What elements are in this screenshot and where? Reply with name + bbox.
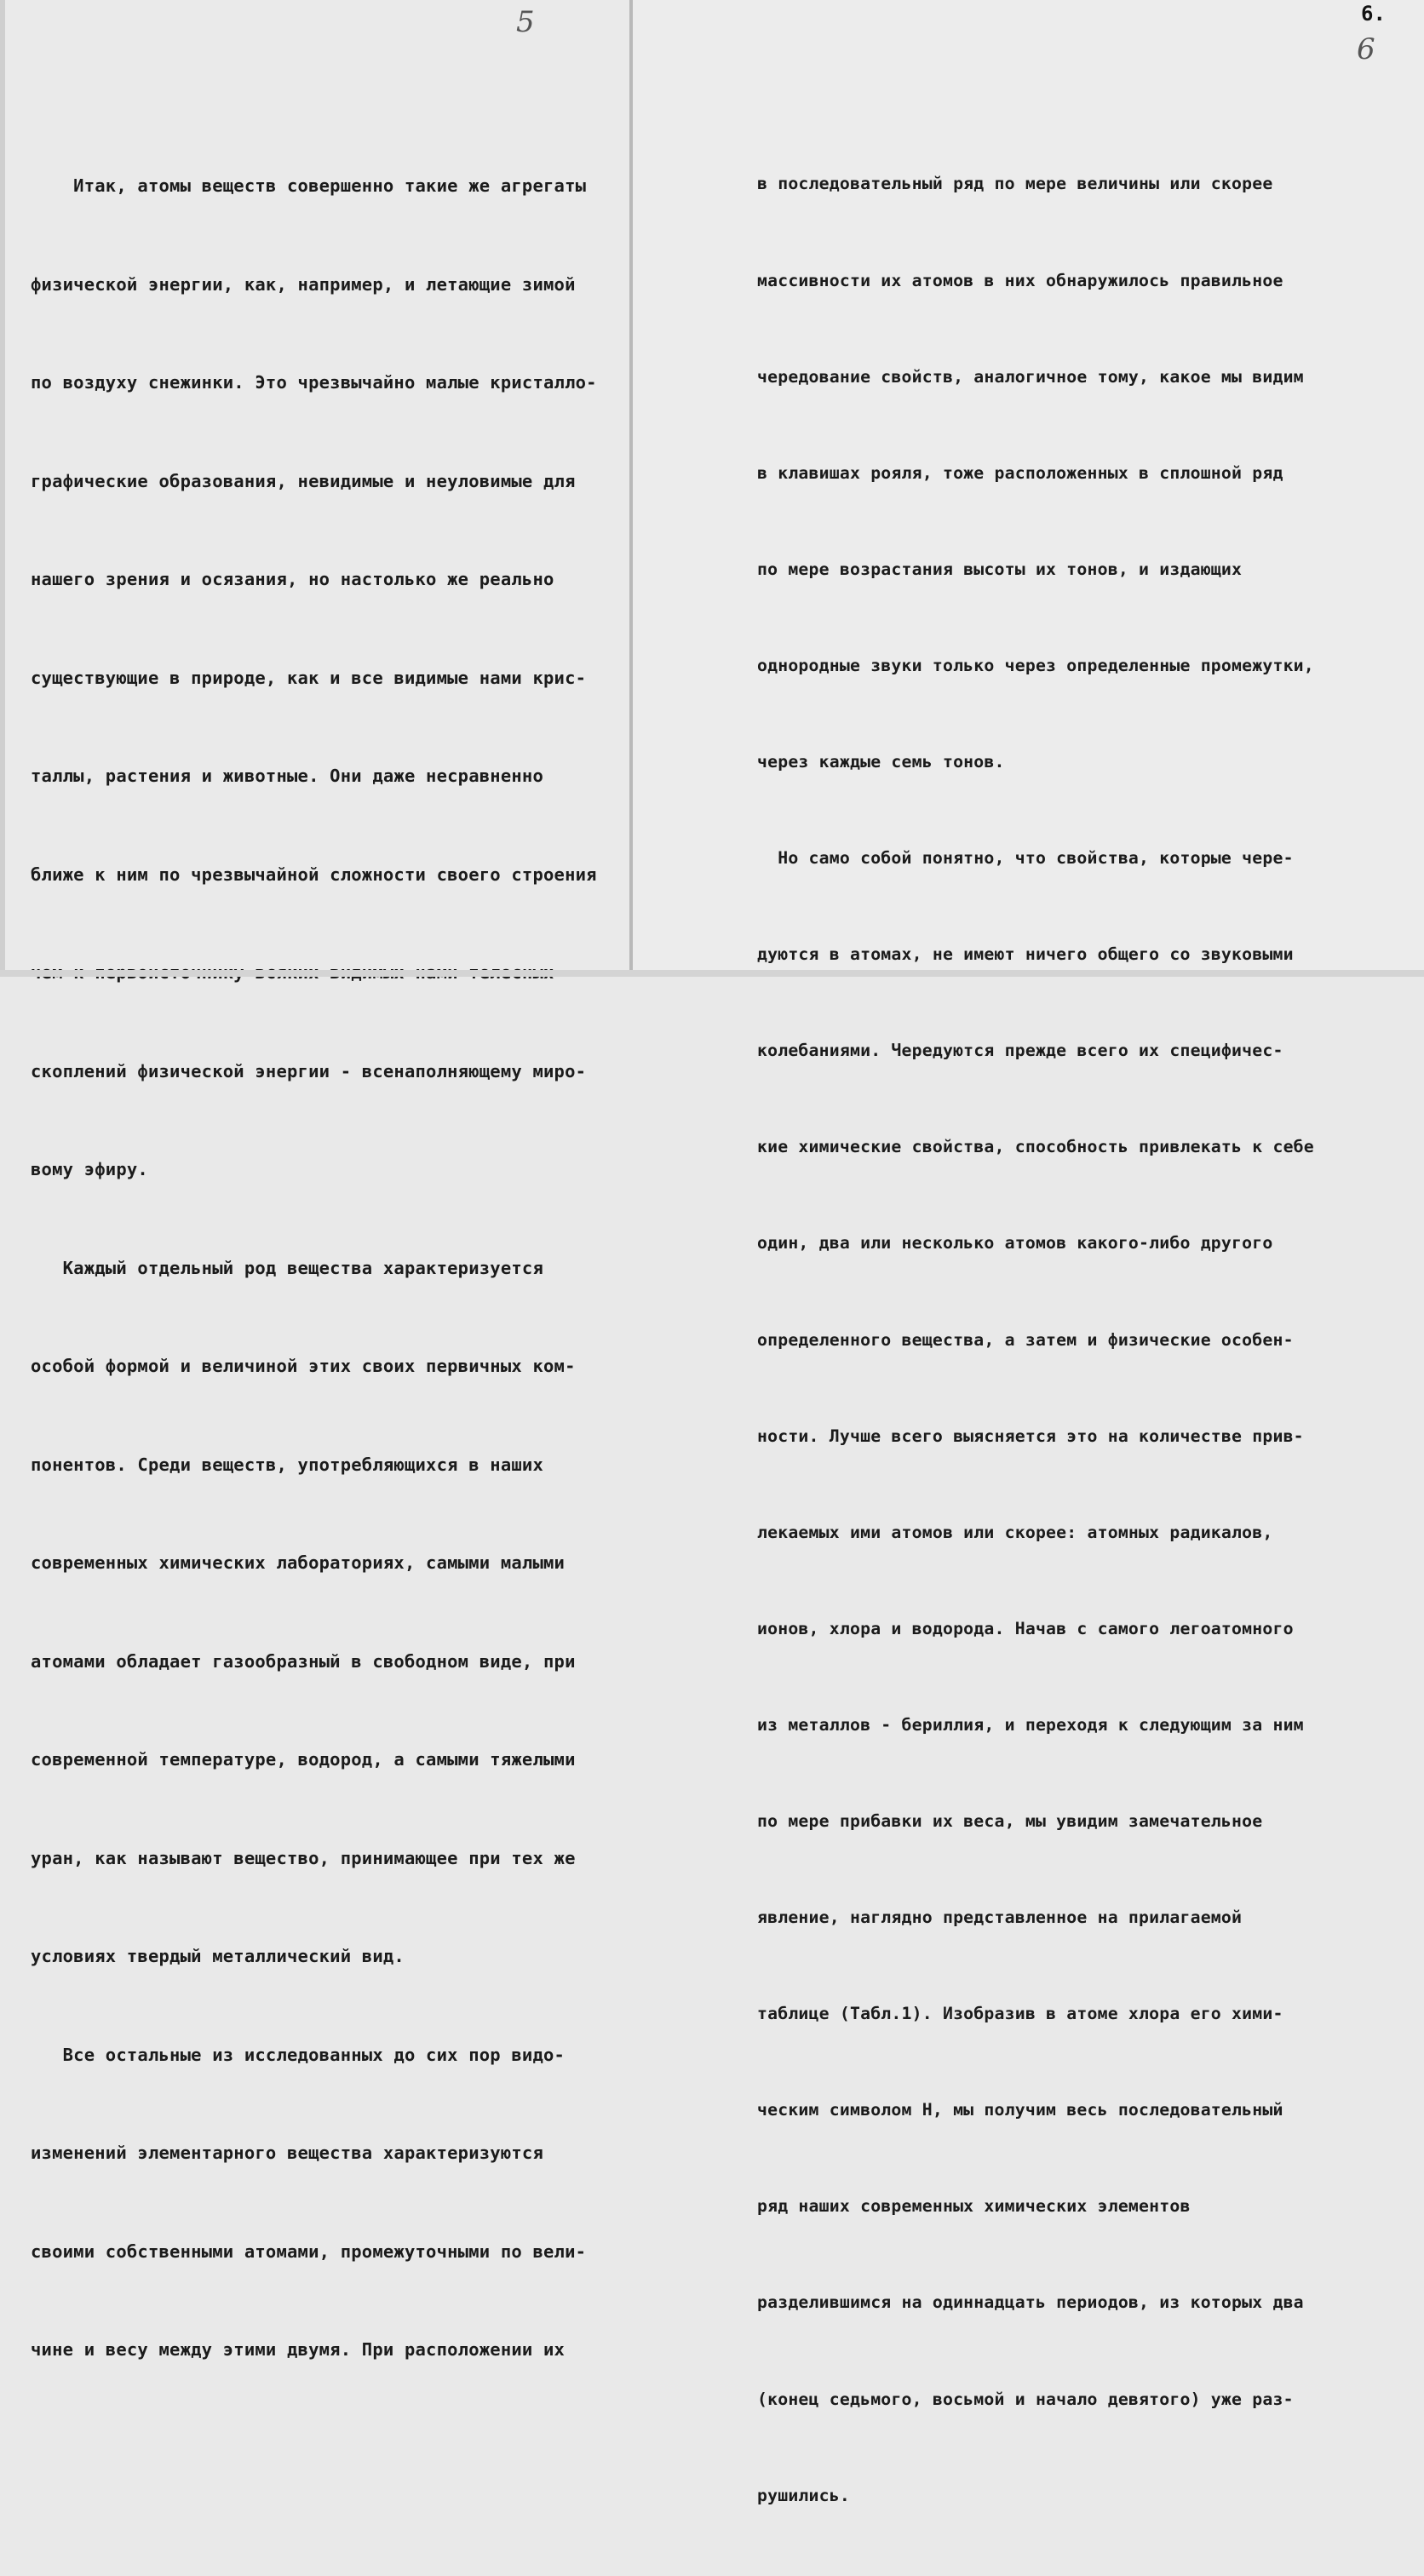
text-line: нашего зрения и осязания, но настолько же реально	[31, 569, 554, 589]
text-line: физической энергии, как, например, и летающие зимой	[31, 273, 576, 295]
text-line: современной температуре, водород, а самыми тяжелыми	[31, 1749, 576, 1770]
text-line: дуются в атомах, не имеют ничего общего со звуковыми	[757, 944, 1294, 965]
text-line: лекаемых ими атомов или скорее: атомных радикалов,	[757, 1522, 1273, 1542]
text-line: Итак, атомы веществ совершенно такие же агрегаты	[31, 175, 587, 196]
text-line: по мере прибавки их веса, мы увидим замечательное	[757, 1811, 1263, 1831]
text-line: своими собственными атомами, промежуточными по вели-	[31, 2240, 587, 2262]
text-line: по воздуху снежинки. Это чрезвычайно малые кристалло-	[31, 372, 597, 393]
text-line: колебаниями. Чередуются прежде всего их специфичес-	[757, 1041, 1283, 1061]
text-line: ближе к ним по чрезвычайной сложности своего строения	[31, 863, 597, 885]
text-line: чине и весу между этими двумя. При расположении их	[31, 2339, 566, 2360]
text-line: определенного вещества, а затем и физические особен-	[757, 1329, 1294, 1350]
text-line: (конец седьмого, восьмой и начало девятого) уже раз-	[757, 2389, 1294, 2409]
text-line: изменений элементарного вещества характеризуются	[31, 2143, 544, 2163]
text-line: рушились.	[757, 2485, 850, 2505]
text-line: ряд наших современных химических элементов	[757, 2196, 1191, 2217]
text-line: один, два или несколько атомов какого-либо другого	[757, 1233, 1273, 1254]
text-line: вому эфиру.	[31, 1159, 148, 1179]
text-line: из металлов - бериллия, и переходя к следующим за ним	[757, 1714, 1304, 1735]
left-page-text	[31, 104, 597, 2432]
text-line: условиях твердый металлический вид.	[31, 1946, 405, 1966]
text-line: таблице (Табл.1). Изобразив в атоме хлора его хими-	[757, 2004, 1283, 2024]
text-line: Каждый отдельный род вещества характеризуется	[31, 1257, 544, 1278]
right-typed-page-number: 6.	[1361, 2, 1386, 26]
page-edge-shadow	[0, 0, 5, 977]
text-line: Все остальные из исследованных до сих пор видо-	[31, 2044, 566, 2065]
text-line: Но само собой понятно, что свойства, которые чере-	[757, 848, 1294, 869]
text-line: таллы, растения и животные. Они даже несравненно	[31, 766, 544, 786]
text-line: существующие в природе, как и все видимые нами крис-	[31, 667, 587, 688]
page-bottom-edge	[0, 970, 1424, 977]
text-line: в последовательный ряд по мере величины или скорее	[757, 174, 1273, 194]
text-line: кие химические свойства, способность привлекать к себе	[757, 1137, 1314, 1157]
text-line: скоплений физической энергии - всенаполняющему миро-	[31, 1060, 587, 1081]
text-line: явление, наглядно представленное на прилагаемой	[757, 1908, 1243, 1928]
text-line: уран, как называют вещество, принимающее при тех же	[31, 1847, 576, 1868]
text-line: разделившимся на одиннадцать периодов, из которых два	[757, 2292, 1304, 2313]
right-page	[633, 0, 1424, 2505]
text-line: понентов. Среди веществ, употребляющихся в наших	[31, 1454, 544, 1475]
text-line: по мере возрастания высоты их тонов, и издающих	[757, 559, 1243, 579]
right-handwritten-page-number: 6	[1357, 32, 1375, 66]
left-handwritten-page-number: 5	[516, 5, 535, 39]
text-line: ионов, хлора и водорода. Начав с самого легоатомного	[757, 1618, 1294, 1638]
text-line: через каждые семь тонов.	[757, 751, 1005, 772]
text-line: ности. Лучше всего выясняется это на количестве прив-	[757, 1426, 1304, 1446]
left-page	[0, 0, 631, 2360]
text-line: графические образования, невидимые и неуловимые для	[31, 470, 576, 491]
text-line: массивности их атомов в них обнаружилось правильное	[757, 270, 1283, 290]
text-line: однородные звуки только через определенные промежутки,	[757, 655, 1314, 675]
text-line: современных химических лабораториях, самыми малыми	[31, 1552, 566, 1573]
text-line: в клавишах рояля, тоже расположенных в сплошной ряд	[757, 462, 1283, 483]
text-line: особой формой и величиной этих своих первичных ком-	[31, 1356, 576, 1376]
text-line: ческим символом H, мы получим весь последовательный	[757, 2100, 1283, 2120]
right-page-text	[757, 104, 1314, 2576]
text-line: чередование свойств, аналогичное тому, какое мы видим	[757, 366, 1304, 387]
text-line: атомами обладает газообразный в свободном виде, при	[31, 1650, 576, 1672]
